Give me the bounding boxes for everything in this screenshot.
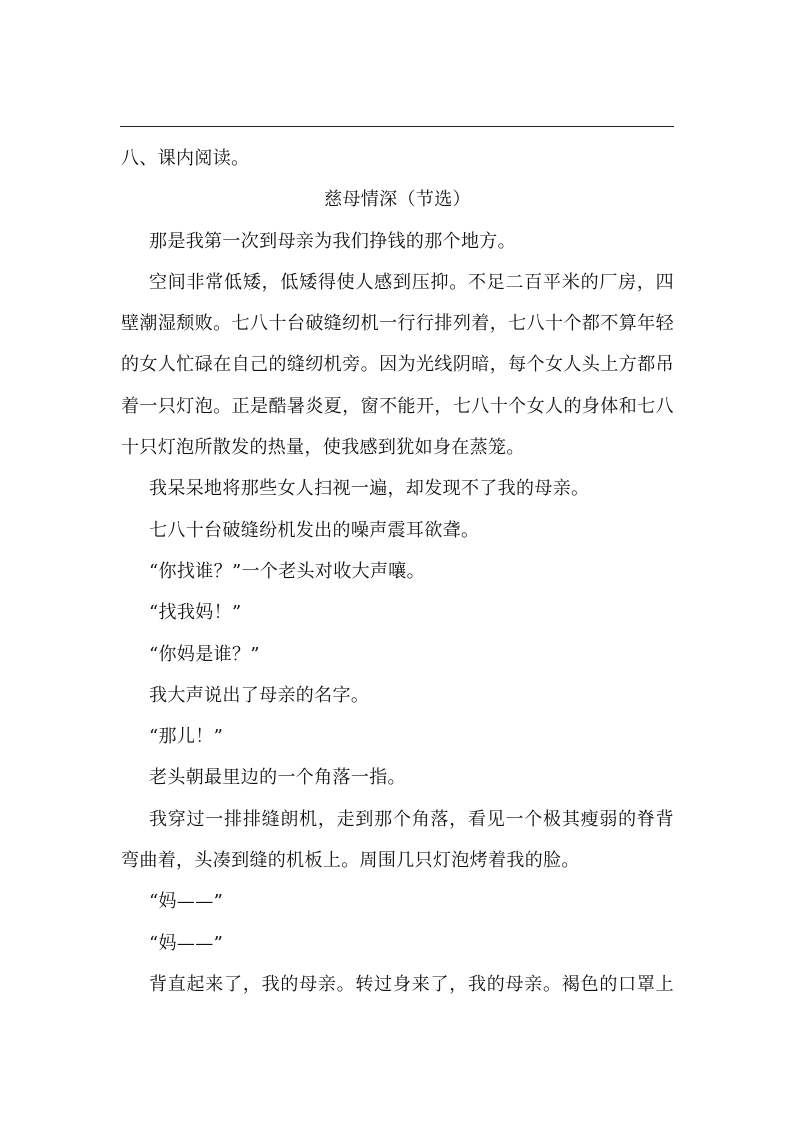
paragraph-line: 的女人忙碌在自己的缝纫机旁。因为光线阴暗，每个女人头上方都吊 — [121, 354, 674, 376]
reading-section — [121, 138, 674, 1005]
passage-title: 慈母情深（节选） — [324, 189, 471, 211]
header-rule — [120, 126, 674, 127]
paragraph-line: 我大声说出了母亲的名字。 — [149, 684, 370, 706]
paragraph-line: 我穿过一排排缝朗机，走到那个角落，看见一个极其瘦弱的脊背 — [149, 808, 674, 830]
paragraph-line: 着一只灯泡。正是酷暑炎夏，窗不能开，七八十个女人的身体和七八 — [121, 395, 674, 417]
paragraph-line: 壁潮湿颓败。七八十台破缝纫机一行行排列着，七八十个都不算年轻 — [121, 313, 674, 335]
paragraph-line: 七八十台破缝纷机发出的噪声震耳欲聋。 — [149, 519, 480, 541]
paragraph-line: 空间非常低矮，低矮得使人感到压抑。不足二百平米的厂房，四 — [149, 271, 674, 293]
dialogue-line: “妈——” — [149, 932, 224, 954]
dialogue-line: “那儿！” — [149, 726, 224, 748]
paragraph-line: 背直起来了，我的母亲。转过身来了，我的母亲。褐色的口罩上 — [149, 973, 674, 995]
dialogue-line: “妈——” — [149, 891, 224, 913]
paragraph-line: 弯曲着，头凑到缝的机板上。周围几只灯泡烤着我的脸。 — [121, 850, 580, 872]
dialogue-line: “找我妈！” — [149, 602, 242, 624]
paragraph-line: 我呆呆地将那些女人扫视一遍，却发现不了我的母亲。 — [149, 478, 590, 500]
paragraph-line: 十只灯泡所散发的热量，使我感到犹如身在蒸笼。 — [121, 437, 525, 459]
dialogue-line: “你找谁？”一个老头对收大声嚷。 — [149, 560, 426, 582]
dialogue-line: “你妈是谁？” — [149, 643, 260, 665]
paragraph-line: 那是我第一次到母亲为我们挣钱的那个地方。 — [149, 230, 516, 252]
section-heading: 八、课内阅读。 — [121, 148, 250, 169]
paragraph-line: 老头朝最里边的一个角落一指。 — [149, 767, 406, 789]
